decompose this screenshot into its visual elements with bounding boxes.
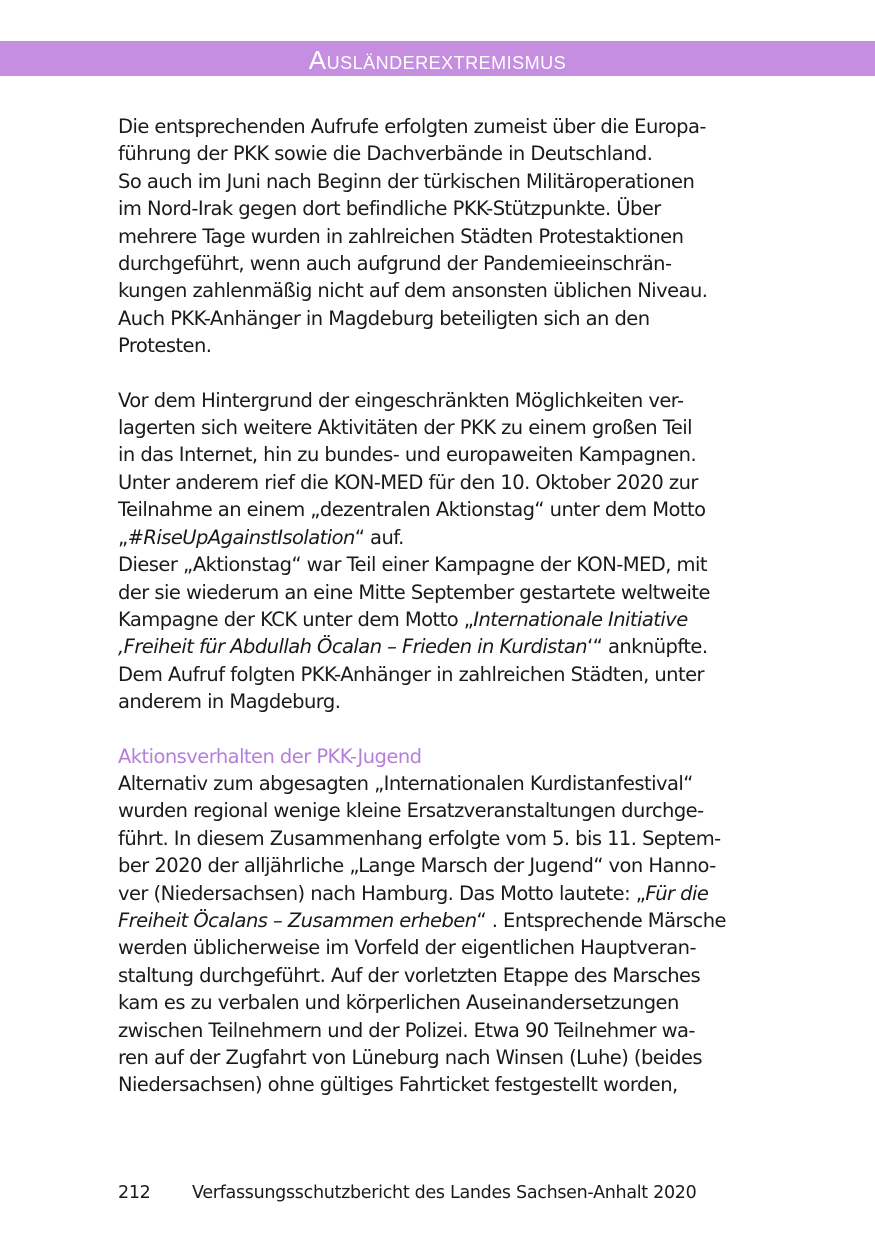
paragraph-3-part-b: “ . Entsprechende Märsche werden üblicherweise im Vorfeld der eigentlichen Hauptveran- staltung durchgeführt. Auf der vorletzten Etappe des Marsches kam es zu verbalen und körperlichen Auseinandersetzungen zwischen Teilnehmern und der Polizei. Etwa 90 Teilnehmer wa- ren auf der Zugfahrt von Lüneburg nach Winsen (Luhe) (beides Niedersachsen) ohne gültiges Fahrticket festgestellt worden,	[118, 908, 726, 1097]
page-footer	[118, 1181, 768, 1205]
paragraph-1: Die entsprechenden Aufrufe erfolgten zumeist über die Europa- führung der PKK sowie die Dachverbände in Deutschland. So auch im Juni nach Beginn der türkischen Militäroperationen im Nord-Irak gegen dort befindliche PKK-Stützpunkte. Über mehrere Tage wurden in zahlreichen Städten Protestaktionen durchgeführt, wenn auch aufgrund der Pandemieeinschrän- kungen zahlenmäßig nicht auf dem ansonsten üblichen Niveau. Auch PKK-Anhänger in Magdeburg beteiligten sich an den Protesten.	[118, 115, 708, 358]
paragraph-2-part-b: “ auf. Dieser „Aktionstag“ war Teil einer Kampagne der KON-MED, mit der sie wiederum an eine Mitte September gestartete weltweite Kampagne der KCK unter dem Motto „	[118, 525, 710, 631]
motto-march: Für die Freiheit Öcalans – Zusammen erheben	[118, 881, 709, 932]
paragraph-3-part-a: Alternativ zum abgesagten „Internationalen Kurdistanfestival“ wurden regional wenige kleine Ersatzveranstaltungen durchge- führt. In diesem Zusammenhang erfolgte vom 5. bis 11. Septem- ber 2020 der alljährliche „Lange Marsch der Jugend“ von Hanno- ver (Niedersachsen) nach Hamburg. Das Motto lautete: „	[118, 771, 721, 905]
body-text	[118, 113, 768, 1099]
paragraph-3	[118, 770, 768, 1099]
publication-title: Verfassungsschutzbericht des Landes Sachsen-Anhalt 2020	[192, 1183, 697, 1203]
motto-rise-up: #RiseUpAgainstIsolation	[127, 525, 355, 549]
section-title: Ausländerextremismus	[308, 45, 567, 75]
paragraph-2-part-c: ‘“ anknüpfte. Dem Aufruf folgten PKK-Anhänger in zahlreichen Städten, unter anderem in Magdeburg.	[118, 635, 708, 714]
section-header-banner	[0, 41, 875, 76]
paragraph-2	[118, 387, 768, 716]
page-number: 212	[118, 1183, 151, 1203]
campaign-title: Internationale Initiative ‚Freiheit für Abdullah Öcalan – Frieden in Kurdistan	[118, 607, 688, 659]
section-subheading: Aktionsverhalten der PKK-Jugend	[118, 744, 422, 768]
paragraph-2-part-a: Vor dem Hintergrund der eingeschränkten Möglichkeiten ver- lagerten sich weitere Aktivitäten der PKK zu einem großen Teil in das Internet, hin zu bundes- und europaweiten Kampagnen. Unter anderem rief die KON-MED für den 10. Oktober 2020 zur Teilnahme an einem „dezentralen Aktionstag“ unter dem Motto „	[118, 388, 706, 549]
